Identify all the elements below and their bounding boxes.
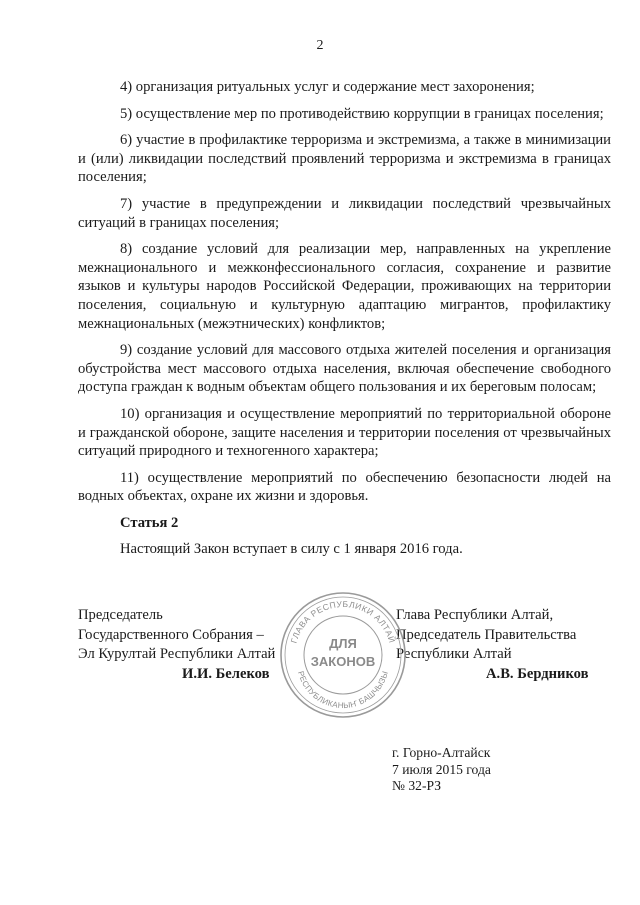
signatory-title-line: Председатель bbox=[78, 607, 163, 623]
signatory-name: И.И. Белеков bbox=[182, 665, 270, 682]
list-item: 5) осуществление мер по противодействию коррупции в границах поселения; bbox=[120, 105, 604, 122]
date-of-signing: 7 июля 2015 года bbox=[392, 761, 491, 777]
list-item: 11) осуществление мероприятий по обеспечению безопасности людей на водных объектах, охране их жизни и здоровья. bbox=[78, 469, 611, 505]
seal-ring-text-bottom: РЕСПУБЛИКАНЫҤ БАШЧЫЗЫ bbox=[296, 669, 390, 711]
article-heading: Статья 2 bbox=[120, 514, 179, 531]
signature-block-right bbox=[396, 606, 589, 684]
signature-block-left bbox=[78, 606, 275, 684]
seal-center-line-2: ЗАКОНОВ bbox=[310, 654, 376, 669]
signatory-name: А.В. Бердников bbox=[486, 665, 589, 682]
law-body bbox=[78, 78, 611, 567]
seal-ring-text-top: ГЛАВА РЕСПУБЛИКИ АЛТАЙ bbox=[288, 598, 398, 645]
list-item: 4) организация ритуальных услуг и содержание мест захоронения; bbox=[120, 79, 535, 95]
signatory-title-line: Председатель Правительства bbox=[396, 626, 577, 643]
list-item: 7) участие в предупреждении и ликвидации последствий чрезвычайных ситуаций в границах поселения; bbox=[78, 195, 611, 231]
list-item: 6) участие в профилактике терроризма и экстремизма, а также в минимизации и (или) ликвидации последствий проявлений терроризма и экстремизма в границах поселения; bbox=[78, 132, 611, 186]
list-item: 10) организация и осуществление мероприятий по территориальной обороне и гражданской обороне, защите населения и территории поселения от чрезвычайных ситуаций природного и техногенного характера; bbox=[78, 405, 611, 460]
signatory-title-line: Государственного Собрания – bbox=[78, 626, 264, 643]
seal-center-line-1: ДЛЯ bbox=[329, 636, 357, 651]
official-seal-stamp bbox=[278, 590, 408, 720]
law-number: № 32-РЗ bbox=[392, 778, 442, 794]
signatory-title-line: Республики Алтай bbox=[396, 646, 512, 662]
list-item: 9) создание условий для массового отдыха жителей поселения и организация обустройства мест массового отдыха населения, включая обеспечение свободного доступа граждан к водным объектам общего пользования и их береговым полосам; bbox=[78, 342, 611, 396]
place-of-signing: г. Горно-Алтайск bbox=[392, 745, 491, 760]
list-item: 8) создание условий для реализации мер, направленных на укрепление межнационального и межконфессионального согласия, сохранение и развитие языков и культуры народов Российской Федерации, проживающих на территории поселения, социальную и культурную адаптацию мигрантов, профилактику межнациональных (межэтнических) конфликтов; bbox=[78, 241, 611, 332]
signatory-title-line: Глава Республики Алтай, bbox=[396, 607, 554, 623]
article-text: Настоящий Закон вступает в силу с 1 января 2016 года. bbox=[120, 541, 463, 558]
page-number: 2 bbox=[316, 38, 324, 53]
place-date-block bbox=[392, 745, 491, 795]
signatory-title-line: Эл Курултай Республики Алтай bbox=[78, 646, 276, 662]
